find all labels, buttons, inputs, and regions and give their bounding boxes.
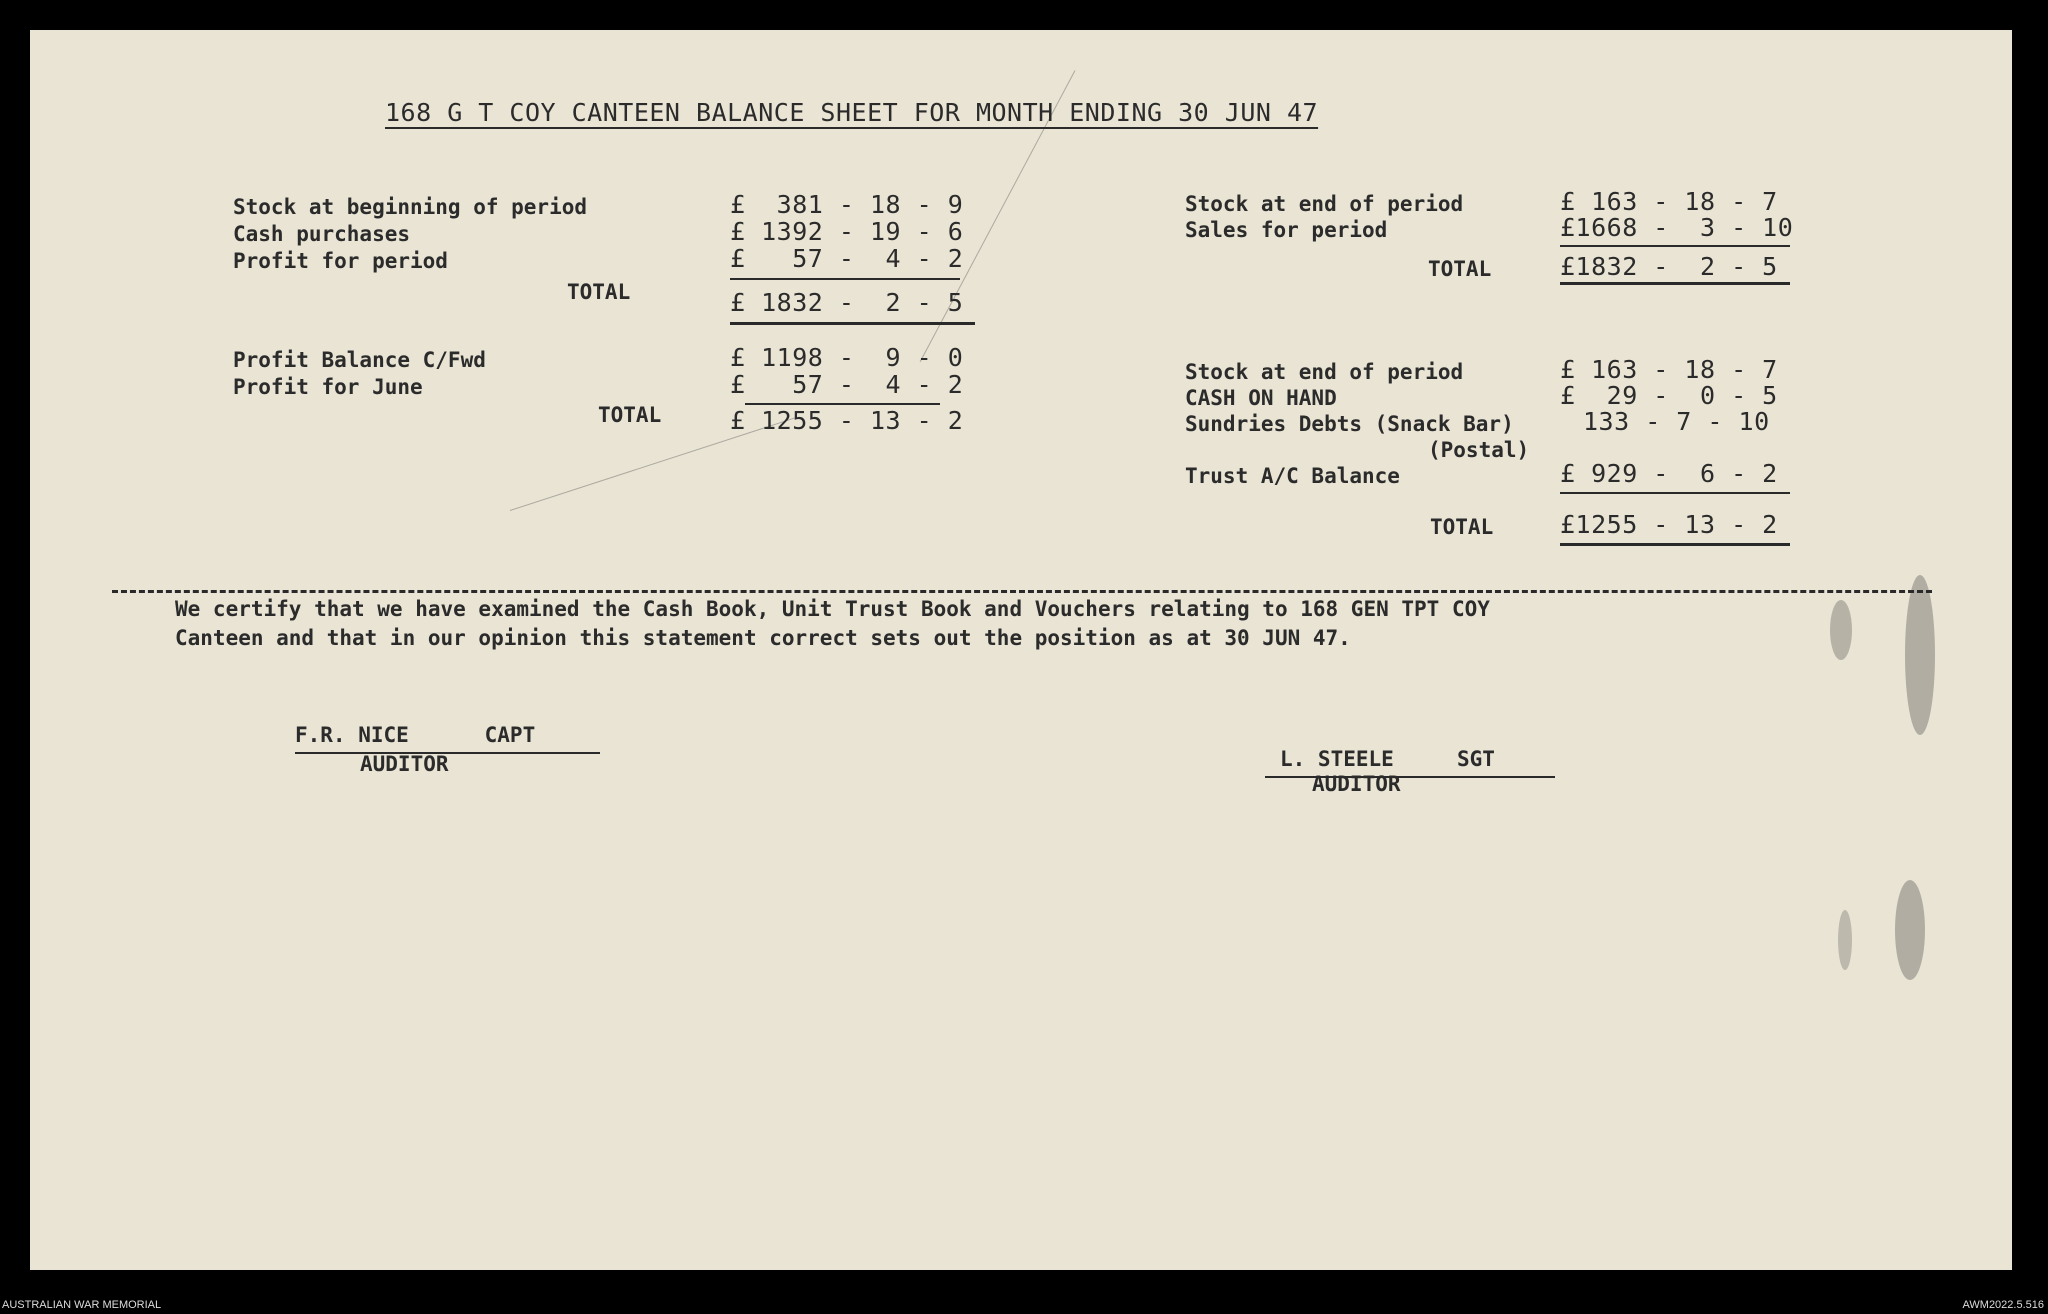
right2-label-stock-end: Stock at end of period	[1185, 360, 1464, 384]
left1-amount-stock-beginning: £ 381 - 18 - 9	[730, 190, 964, 219]
right2-label-postal: (Postal)	[1428, 438, 1530, 462]
left2-label-profit-june: Profit for June	[233, 375, 423, 399]
document-page	[30, 30, 2012, 1270]
certification-line-1: We certify that we have examined the Cash Book, Unit Trust Book and Vouchers relating to 168 GEN TPT COY	[175, 597, 1490, 621]
footer-credit: AUSTRALIAN WAR MEMORIAL	[2, 1299, 162, 1311]
left2-subtotal-rule	[745, 403, 940, 405]
ink-stain	[1905, 575, 1935, 735]
right1-label-sales-period: Sales for period	[1185, 218, 1388, 242]
left2-amount-profit-june: £ 57 - 4 - 2	[730, 370, 964, 399]
left1-label-cash-purchases: Cash purchases	[233, 222, 411, 246]
left1-amount-cash-purchases: £ 1392 - 19 - 6	[730, 217, 964, 246]
right2-amount-sundries: 133 - 7 - 10	[1583, 407, 1770, 436]
certification-line-2: Canteen and that in our opinion this statement correct sets out the position as at 30 JUN 47.	[175, 626, 1351, 650]
signature-2-name: L. STEELE SGT	[1280, 747, 1495, 771]
left1-label-stock-beginning: Stock at beginning of period	[233, 195, 588, 219]
signature-1-role: AUDITOR	[360, 752, 449, 776]
right2-label-trust-balance: Trust A/C Balance	[1185, 464, 1400, 488]
signature-1-name: F.R. NICE CAPT	[295, 723, 536, 747]
left2-label-profit-balance: Profit Balance C/Fwd	[233, 348, 486, 372]
left1-total-rule	[730, 322, 975, 325]
left1-total-amount: £ 1832 - 2 - 5	[730, 288, 964, 317]
right2-amount-cash-on-hand: £ 29 - 0 - 5	[1560, 381, 1778, 410]
left1-total-label: TOTAL	[567, 280, 631, 304]
signature-2-role: AUDITOR	[1312, 772, 1401, 796]
right2-subtotal-rule	[1560, 492, 1790, 494]
left2-amount-profit-balance: £ 1198 - 9 - 0	[730, 343, 964, 372]
right2-amount-stock-end: £ 163 - 18 - 7	[1560, 355, 1778, 384]
right1-subtotal-rule	[1560, 245, 1790, 247]
left1-subtotal-rule	[730, 278, 960, 280]
right1-label-stock-end: Stock at end of period	[1185, 192, 1464, 216]
page-title: 168 G T COY CANTEEN BALANCE SHEET FOR MONTH ENDING 30 JUN 47	[385, 98, 1319, 127]
signature-2-rule	[1265, 776, 1555, 778]
right1-amount-stock-end: £ 163 - 18 - 7	[1560, 187, 1778, 216]
section-divider	[112, 590, 1932, 593]
right1-total-rule	[1560, 282, 1790, 285]
left2-total-amount: £ 1255 - 13 - 2	[730, 406, 964, 435]
right1-total-label: TOTAL	[1428, 257, 1492, 281]
left1-amount-profit-period: £ 57 - 4 - 2	[730, 244, 964, 273]
right1-total-amount: £1832 - 2 - 5	[1560, 252, 1778, 281]
ink-stain	[1830, 600, 1852, 660]
ink-stain	[1838, 910, 1852, 970]
right2-total-rule	[1560, 543, 1790, 546]
left2-total-label: TOTAL	[598, 403, 662, 427]
left1-label-profit-period: Profit for period	[233, 249, 448, 273]
right2-label-sundries: Sundries Debts (Snack Bar)	[1185, 412, 1514, 436]
footer-accession-number: AWM2022.5.516	[1962, 1299, 2044, 1311]
ink-stain	[1895, 880, 1925, 980]
right2-total-label: TOTAL	[1430, 515, 1494, 539]
right2-amount-trust-balance: £ 929 - 6 - 2	[1560, 459, 1778, 488]
right2-label-cash-on-hand: CASH ON HAND	[1185, 386, 1337, 410]
right2-total-amount: £1255 - 13 - 2	[1560, 510, 1778, 539]
right1-amount-sales-period: £1668 - 3 - 10	[1560, 213, 1794, 242]
